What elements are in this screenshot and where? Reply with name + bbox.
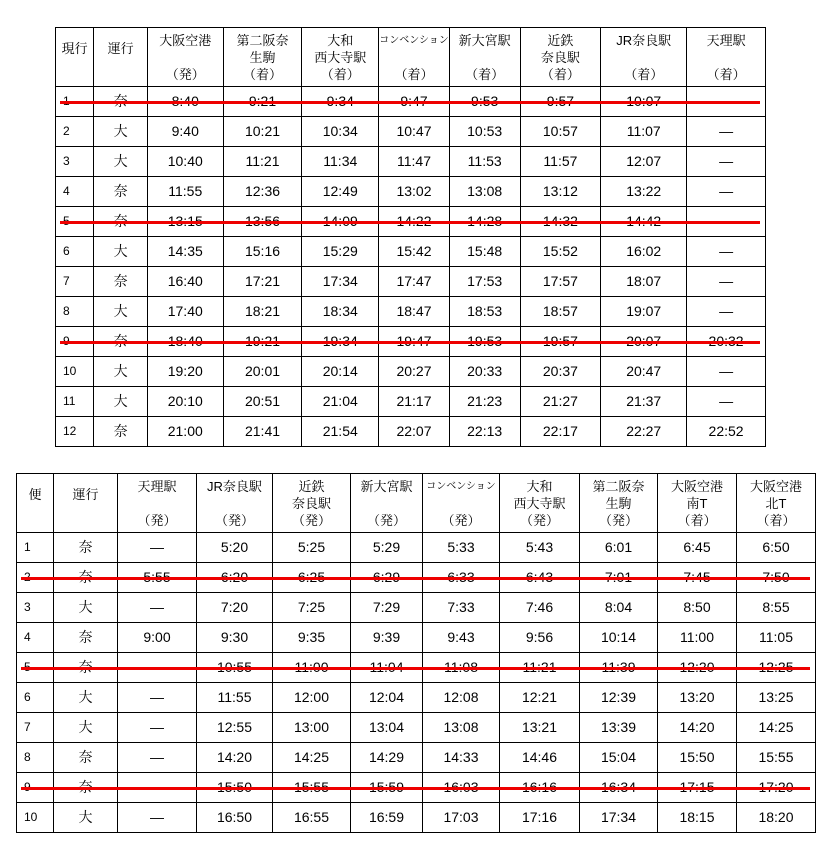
time-cell: 13:20 <box>658 683 737 713</box>
time-cell: 20:47 <box>601 357 687 387</box>
time-cell: 17:16 <box>500 803 580 833</box>
operator-cell: 大 <box>54 713 118 743</box>
time-cell: 16:02 <box>601 237 687 267</box>
operator-cell: 大 <box>94 387 148 417</box>
time-cell: 15:29 <box>302 237 379 267</box>
time-cell: 13:25 <box>737 683 816 713</box>
time-cell: 12:39 <box>580 683 658 713</box>
table1-header-6 <box>449 28 520 87</box>
table2-header-4 <box>273 474 351 533</box>
time-cell: 17:57 <box>520 267 601 297</box>
header-sublabel: （着） <box>706 66 746 82</box>
trip-number-cell: 7 <box>56 267 94 297</box>
time-cell: 20:01 <box>223 357 302 387</box>
time-cell: — <box>687 387 766 417</box>
trip-number-cell: 3 <box>17 593 54 623</box>
header-label: 大阪空港 南T <box>670 478 723 511</box>
time-cell: 13:00 <box>273 713 351 743</box>
time-cell: 9:35 <box>273 623 351 653</box>
time-cell: 13:08 <box>423 713 500 743</box>
header-label: 大阪空港 北T <box>749 478 802 511</box>
time-cell: 12:49 <box>302 177 379 207</box>
time-cell: 21:04 <box>302 387 379 417</box>
time-cell: 13:12 <box>520 177 601 207</box>
time-cell: — <box>687 237 766 267</box>
trip-number-cell: 1 <box>17 533 54 563</box>
time-cell: — <box>687 267 766 297</box>
time-cell: 10:57 <box>520 117 601 147</box>
time-cell: 6:45 <box>658 533 737 563</box>
table1-header-3 <box>223 28 302 87</box>
time-cell: 18:34 <box>302 297 379 327</box>
table-row <box>17 623 816 653</box>
header-sublabel: （発） <box>214 512 254 528</box>
time-cell: 11:47 <box>379 147 450 177</box>
trip-number-cell: 8 <box>17 743 54 773</box>
header-sublabel: （発） <box>366 512 406 528</box>
header-label: 運行 <box>107 41 134 56</box>
cancelled-strike-line <box>60 101 760 104</box>
time-cell: 22:17 <box>520 417 601 447</box>
time-cell: 18:15 <box>658 803 737 833</box>
time-cell: 20:33 <box>449 357 520 387</box>
table-row <box>17 803 816 833</box>
operator-cell: 奈 <box>94 267 148 297</box>
header-sublabel: （発） <box>519 512 559 528</box>
table1-header-5 <box>379 28 450 87</box>
time-cell: 9:56 <box>500 623 580 653</box>
operator-cell: 奈 <box>54 533 118 563</box>
time-cell: 5:43 <box>500 533 580 563</box>
trip-number-cell: 11 <box>56 387 94 417</box>
time-cell: 18:07 <box>601 267 687 297</box>
time-cell: 14:20 <box>658 713 737 743</box>
table2-header-3 <box>197 474 273 533</box>
time-cell: 17:21 <box>223 267 302 297</box>
time-cell: 14:25 <box>737 713 816 743</box>
time-cell: 13:21 <box>500 713 580 743</box>
table-row <box>56 147 766 177</box>
table-row <box>17 533 816 563</box>
time-cell: — <box>118 683 197 713</box>
time-cell: 7:20 <box>197 593 273 623</box>
time-cell: 22:07 <box>379 417 450 447</box>
operator-cell: 奈 <box>54 623 118 653</box>
header-label: 第二阪奈 生駒 <box>236 32 289 65</box>
time-cell: 7:46 <box>500 593 580 623</box>
header-label: JR奈良駅 <box>207 478 262 494</box>
table-row <box>17 593 816 623</box>
time-cell: 15:48 <box>449 237 520 267</box>
header-sublabel: （着） <box>243 66 283 82</box>
time-cell: 11:55 <box>147 177 223 207</box>
header-sublabel: （発） <box>291 512 331 528</box>
time-cell: 19:20 <box>147 357 223 387</box>
time-cell: — <box>687 177 766 207</box>
time-cell: 12:55 <box>197 713 273 743</box>
timetable-osaka-to-nara <box>55 27 766 447</box>
header-label: 天理駅 <box>137 478 177 494</box>
time-cell: 21:17 <box>379 387 450 417</box>
trip-number-cell: 6 <box>17 683 54 713</box>
header-label: JR奈良駅 <box>616 32 672 48</box>
time-cell: 15:04 <box>580 743 658 773</box>
header-label: 新大宮駅 <box>458 32 511 48</box>
time-cell: 18:20 <box>737 803 816 833</box>
header-label: 便 <box>28 487 42 502</box>
time-cell: — <box>687 357 766 387</box>
time-cell: 12:00 <box>273 683 351 713</box>
time-cell: — <box>118 803 197 833</box>
table-row <box>56 237 766 267</box>
time-cell: 17:34 <box>302 267 379 297</box>
table2-header-6 <box>423 474 500 533</box>
time-cell: 7:33 <box>423 593 500 623</box>
time-cell: 11:57 <box>520 147 601 177</box>
time-cell: 15:50 <box>658 743 737 773</box>
table-row <box>17 683 816 713</box>
header-sublabel: （着） <box>394 66 434 82</box>
time-cell: 17:34 <box>580 803 658 833</box>
time-cell: 11:05 <box>737 623 816 653</box>
header-label: コンベンション <box>379 34 449 46</box>
header-label: 近鉄 奈良駅 <box>540 32 580 65</box>
time-cell: 18:21 <box>223 297 302 327</box>
time-cell: 9:40 <box>147 117 223 147</box>
header-label: 大和 西大寺駅 <box>513 478 566 511</box>
cancelled-strike-line <box>21 667 810 670</box>
operator-cell: 大 <box>94 117 148 147</box>
table1-header-8 <box>601 28 687 87</box>
time-cell: 15:55 <box>737 743 816 773</box>
time-cell: 10:14 <box>580 623 658 653</box>
table-row <box>56 357 766 387</box>
header-sublabel: （着） <box>320 66 360 82</box>
header-sublabel: （発） <box>137 512 177 528</box>
header-sublabel: （発） <box>165 66 205 82</box>
time-cell: 14:33 <box>423 743 500 773</box>
operator-cell: 奈 <box>94 417 148 447</box>
time-cell: 13:08 <box>449 177 520 207</box>
table-row <box>56 267 766 297</box>
operator-cell: 大 <box>94 357 148 387</box>
time-cell: 7:25 <box>273 593 351 623</box>
time-cell: 17:47 <box>379 267 450 297</box>
time-cell: 20:51 <box>223 387 302 417</box>
time-cell: 22:52 <box>687 417 766 447</box>
time-cell: 16:40 <box>147 267 223 297</box>
table1-header-2 <box>147 28 223 87</box>
header-sublabel: （着） <box>677 512 717 528</box>
time-cell: 6:50 <box>737 533 816 563</box>
operator-cell: 大 <box>94 297 148 327</box>
table-row <box>56 117 766 147</box>
time-cell: 11:34 <box>302 147 379 177</box>
trip-number-cell: 2 <box>56 117 94 147</box>
table-1-header-row <box>56 28 766 87</box>
time-cell: 20:14 <box>302 357 379 387</box>
time-cell: 21:27 <box>520 387 601 417</box>
time-cell: 22:13 <box>449 417 520 447</box>
time-cell: 5:33 <box>423 533 500 563</box>
time-cell: 5:20 <box>197 533 273 563</box>
header-label: 天理駅 <box>706 32 746 48</box>
time-cell: 5:25 <box>273 533 351 563</box>
trip-number-cell: 4 <box>17 623 54 653</box>
time-cell: 11:55 <box>197 683 273 713</box>
time-cell: — <box>118 593 197 623</box>
header-sublabel: （発） <box>441 512 481 528</box>
operator-cell: 大 <box>54 683 118 713</box>
header-sublabel: （着） <box>540 66 580 82</box>
table1-header-0 <box>56 28 94 87</box>
time-cell: 14:29 <box>351 743 423 773</box>
time-cell: 21:37 <box>601 387 687 417</box>
time-cell: 10:34 <box>302 117 379 147</box>
header-sublabel: （着） <box>465 66 505 82</box>
time-cell: 17:53 <box>449 267 520 297</box>
table2-header-8 <box>580 474 658 533</box>
time-cell: 10:47 <box>379 117 450 147</box>
header-sublabel: （発） <box>598 512 638 528</box>
time-cell: 22:27 <box>601 417 687 447</box>
time-cell: — <box>118 713 197 743</box>
table-row <box>56 387 766 417</box>
operator-cell: 大 <box>94 237 148 267</box>
header-label: コンベンション <box>426 480 496 492</box>
time-cell: 11:07 <box>601 117 687 147</box>
trip-number-cell: 3 <box>56 147 94 177</box>
time-cell: 14:20 <box>197 743 273 773</box>
table2-header-10 <box>737 474 816 533</box>
header-label: 大和 西大寺駅 <box>314 32 367 65</box>
cancelled-strike-line <box>21 577 810 580</box>
time-cell: 12:04 <box>351 683 423 713</box>
header-label: 大阪空港 <box>159 32 212 48</box>
time-cell: 16:59 <box>351 803 423 833</box>
time-cell: — <box>118 533 197 563</box>
operator-cell: 奈 <box>94 177 148 207</box>
time-cell: 8:55 <box>737 593 816 623</box>
time-cell: 11:53 <box>449 147 520 177</box>
trip-number-cell: 6 <box>56 237 94 267</box>
time-cell: 9:00 <box>118 623 197 653</box>
header-label: 現行 <box>61 41 88 56</box>
time-cell: 18:53 <box>449 297 520 327</box>
table2-header-5 <box>351 474 423 533</box>
time-cell: 13:04 <box>351 713 423 743</box>
time-cell: 10:40 <box>147 147 223 177</box>
cancelled-strike-line <box>21 787 810 790</box>
time-cell: 9:39 <box>351 623 423 653</box>
time-cell: 14:25 <box>273 743 351 773</box>
time-cell: — <box>687 297 766 327</box>
table-row <box>17 743 816 773</box>
table-row <box>56 177 766 207</box>
trip-number-cell: 7 <box>17 713 54 743</box>
time-cell: 14:35 <box>147 237 223 267</box>
time-cell: 13:02 <box>379 177 450 207</box>
time-cell: — <box>687 147 766 177</box>
time-cell: 11:00 <box>658 623 737 653</box>
table-row <box>56 417 766 447</box>
operator-cell: 大 <box>94 147 148 177</box>
table2-header-1 <box>54 474 118 533</box>
table-row <box>56 297 766 327</box>
time-cell: 6:01 <box>580 533 658 563</box>
header-label: 近鉄 奈良駅 <box>291 478 331 511</box>
time-cell: 8:04 <box>580 593 658 623</box>
time-cell: 21:54 <box>302 417 379 447</box>
timetable-1 <box>55 27 766 447</box>
timetable-2 <box>16 473 816 833</box>
time-cell: 18:57 <box>520 297 601 327</box>
time-cell: 8:50 <box>658 593 737 623</box>
time-cell: 9:43 <box>423 623 500 653</box>
time-cell: 12:36 <box>223 177 302 207</box>
cancelled-strike-line <box>60 221 760 224</box>
time-cell: 16:50 <box>197 803 273 833</box>
table-2-header-row <box>17 474 816 533</box>
table1-header-7 <box>520 28 601 87</box>
header-sublabel: （着） <box>756 512 796 528</box>
table1-header-9 <box>687 28 766 87</box>
table2-header-0 <box>17 474 54 533</box>
time-cell: 10:53 <box>449 117 520 147</box>
time-cell: 20:37 <box>520 357 601 387</box>
time-cell: 21:23 <box>449 387 520 417</box>
time-cell: 7:29 <box>351 593 423 623</box>
time-cell: 12:08 <box>423 683 500 713</box>
table1-header-1 <box>94 28 148 87</box>
trip-number-cell: 12 <box>56 417 94 447</box>
operator-cell: 大 <box>54 593 118 623</box>
time-cell: 9:30 <box>197 623 273 653</box>
time-cell: 11:21 <box>223 147 302 177</box>
time-cell: 15:42 <box>379 237 450 267</box>
time-cell: 17:40 <box>147 297 223 327</box>
time-cell: 20:10 <box>147 387 223 417</box>
trip-number-cell: 10 <box>17 803 54 833</box>
time-cell: 12:21 <box>500 683 580 713</box>
time-cell: 12:07 <box>601 147 687 177</box>
time-cell: 18:47 <box>379 297 450 327</box>
time-cell: 15:16 <box>223 237 302 267</box>
time-cell: 21:41 <box>223 417 302 447</box>
time-cell: 16:55 <box>273 803 351 833</box>
operator-cell: 奈 <box>54 743 118 773</box>
table1-header-4 <box>302 28 379 87</box>
table2-header-7 <box>500 474 580 533</box>
table2-header-2 <box>118 474 197 533</box>
trip-number-cell: 4 <box>56 177 94 207</box>
table-row <box>17 713 816 743</box>
header-label: 第二阪奈 生駒 <box>592 478 645 511</box>
time-cell: 5:29 <box>351 533 423 563</box>
trip-number-cell: 10 <box>56 357 94 387</box>
header-sublabel: （着） <box>624 66 664 82</box>
time-cell: 15:52 <box>520 237 601 267</box>
time-cell: 14:46 <box>500 743 580 773</box>
time-cell: — <box>118 743 197 773</box>
time-cell: 19:07 <box>601 297 687 327</box>
time-cell: 13:39 <box>580 713 658 743</box>
header-label: 運行 <box>72 487 99 502</box>
time-cell: 21:00 <box>147 417 223 447</box>
time-cell: 10:21 <box>223 117 302 147</box>
header-label: 新大宮駅 <box>360 478 413 494</box>
operator-cell: 大 <box>54 803 118 833</box>
time-cell: 17:03 <box>423 803 500 833</box>
trip-number-cell: 8 <box>56 297 94 327</box>
time-cell: — <box>687 117 766 147</box>
table2-header-9 <box>658 474 737 533</box>
time-cell: 13:22 <box>601 177 687 207</box>
cancelled-strike-line <box>60 341 760 344</box>
time-cell: 20:27 <box>379 357 450 387</box>
timetable-nara-to-osaka <box>16 473 807 833</box>
